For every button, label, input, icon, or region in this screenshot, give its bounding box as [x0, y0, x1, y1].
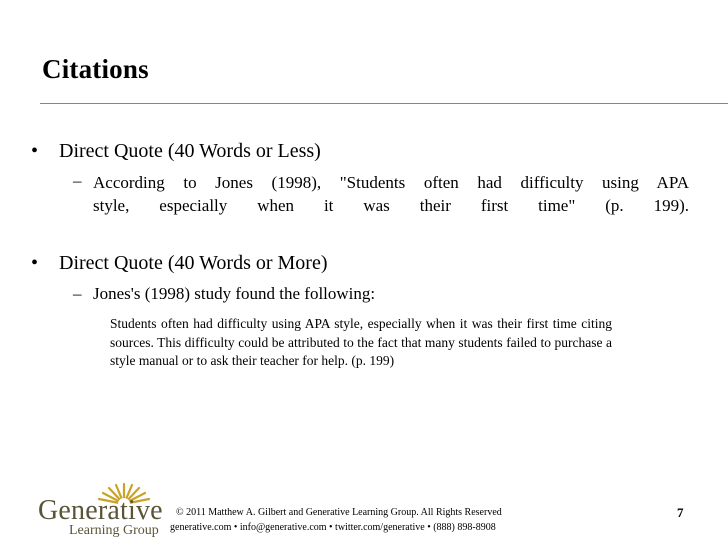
sub-bullet-text: Jones's (1998) study found the following:	[93, 284, 376, 303]
bullet-label: Direct Quote (40 Words or Less)	[59, 140, 321, 162]
sub-bullet-line-1: According to Jones (1998), "Students often had difficulty using APA	[93, 173, 689, 192]
bullet-direct-quote-more	[31, 252, 328, 275]
bullet-marker: •	[31, 140, 39, 162]
bullet-label: Direct Quote (40 Words or More)	[59, 252, 328, 274]
bullet-direct-quote-less	[31, 140, 321, 163]
logo-subtitle: Learning Group	[69, 523, 159, 538]
block-quote: Students often had difficulty using APA style, especially when it was their first time citing sources. This difficulty could be attributed to the fact that many students failed to purchase a style manual or to ask their teacher for help. (p. 199)	[110, 316, 612, 368]
sub-bullet-marker: –	[73, 284, 82, 303]
footer-contact: generative.com • info@generative.com • twitter.com/generative • (888) 898-8908	[170, 522, 496, 533]
page-number: 7	[677, 505, 684, 520]
sub-bullet-line-2: style, especially when it was their first time" (p. 199).	[93, 196, 689, 215]
logo-wordmark: Generative	[38, 495, 163, 526]
footer-text	[170, 505, 550, 535]
sub-bullet-marker: –	[73, 171, 82, 190]
sub-bullet-text	[93, 171, 689, 217]
footer-copyright: © 2011 Matthew A. Gilbert and Generative Learning Group. All Rights Reserved	[176, 507, 502, 518]
slide-title: Citations	[42, 54, 149, 84]
bullet-marker: •	[31, 252, 39, 274]
generative-logo	[38, 482, 162, 536]
title-divider	[40, 103, 728, 104]
